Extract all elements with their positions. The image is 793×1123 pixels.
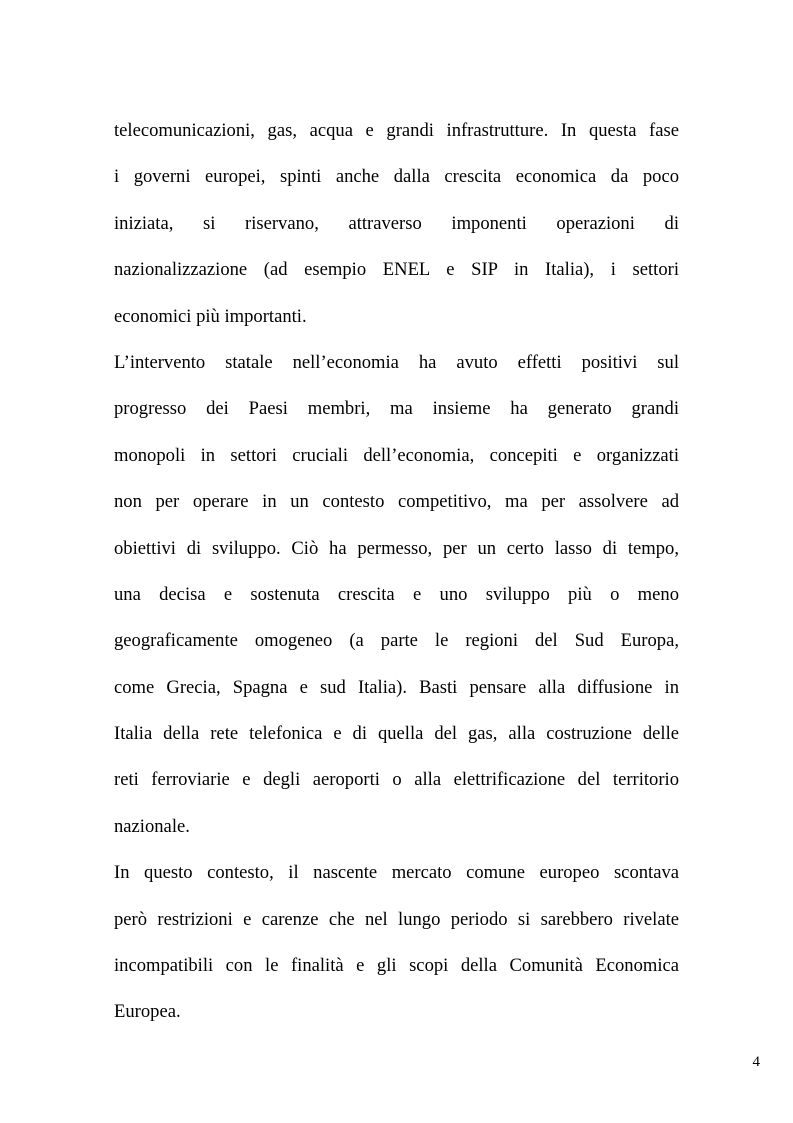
text-line: telecomunicazioni, gas, acqua e grandi infrastrutture. In questa fase: [114, 120, 679, 141]
text-line: i governi europei, spinti anche dalla crescita economica da poco: [114, 166, 679, 188]
paragraph-2: [114, 340, 679, 850]
text-line: una decisa e sostenuta crescita e uno sviluppo più o meno: [114, 583, 679, 605]
paragraph-1: [114, 108, 679, 340]
text-line: obiettivi di sviluppo. Ciò ha permesso, per un certo lasso di tempo,: [114, 537, 679, 559]
text-line: progresso dei Paesi membri, ma insieme ha generato grandi: [114, 398, 679, 420]
text-line: L’intervento statale nell’economia ha avuto effetti positivi sul: [114, 351, 679, 373]
text-line: Europea.: [114, 1001, 181, 1023]
text-line: In questo contesto, il nascente mercato comune europeo scontava: [114, 862, 679, 884]
page-number: 4: [752, 1054, 760, 1070]
text-line: iniziata, si riservano, attraverso imponenti operazioni di: [114, 212, 679, 234]
text-line: economici più importanti.: [114, 305, 307, 327]
text-line: nazionalizzazione (ad esempio ENEL e SIP in Italia), i settori: [114, 259, 679, 281]
text-line: però restrizioni e carenze che nel lungo periodo si sarebbero rivelate: [114, 908, 679, 930]
text-line: nazionale.: [114, 815, 190, 837]
text-line: reti ferroviarie e degli aeroporti o alla elettrificazione del territorio: [114, 769, 679, 791]
text-line: Italia della rete telefonica e di quella del gas, alla costruzione delle: [114, 723, 679, 745]
text-line: come Grecia, Spagna e sud Italia). Basti pensare alla diffusione in: [114, 676, 679, 698]
document-body: [114, 108, 679, 1036]
text-line: non per operare in un contesto competitivo, ma per assolvere ad: [114, 491, 679, 513]
text-line: incompatibili con le finalità e gli scopi della Comunità Economica: [114, 955, 679, 977]
paragraph-3: [114, 850, 679, 1036]
text-line: monopoli in settori cruciali dell’economia, concepiti e organizzati: [114, 444, 679, 466]
text-line: geograficamente omogeneo (a parte le regioni del Sud Europa,: [114, 630, 679, 652]
